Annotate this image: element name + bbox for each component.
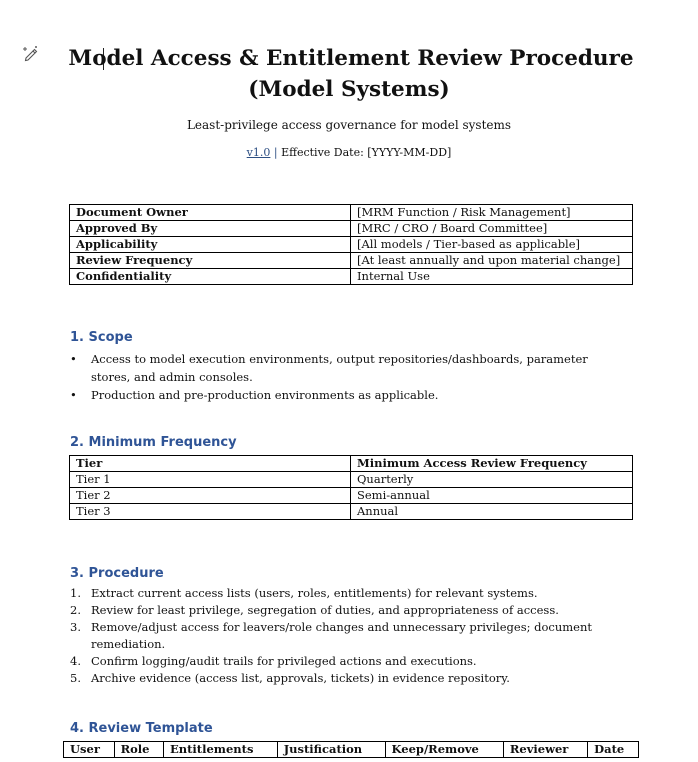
list-item	[70, 653, 630, 670]
bullet-marker: •	[70, 352, 77, 366]
list-item	[70, 585, 630, 602]
table-cell[interactable]: Tier 3	[70, 504, 351, 520]
step-text: Remove/adjust access for leavers/role changes and unnecessary privileges; document remediation.	[91, 620, 593, 651]
table-cell[interactable]: Semi-annual	[351, 488, 633, 504]
metadata-label: Applicability	[70, 237, 351, 253]
table-header-row	[70, 456, 633, 472]
document-metadata-table	[69, 204, 633, 285]
metadata-label: Confidentiality	[70, 269, 351, 285]
step-number: 2.	[70, 603, 81, 617]
section-heading-review-template: 4. Review Template	[70, 721, 213, 736]
step-text: Archive evidence (access list, approvals, tickets) in evidence repository.	[91, 671, 510, 685]
metadata-label: Approved By	[70, 221, 351, 237]
step-text: Confirm logging/audit trails for privileged actions and executions.	[91, 654, 477, 668]
column-header: Reviewer	[503, 742, 587, 758]
metadata-value[interactable]: [At least annually and upon material change]	[351, 253, 633, 269]
table-row	[70, 269, 633, 285]
step-text: Extract current access lists (users, roles, entitlements) for relevant systems.	[91, 586, 538, 600]
table-row	[70, 488, 633, 504]
version-separator: |	[273, 146, 278, 159]
list-item	[70, 670, 630, 687]
column-header: Minimum Access Review Frequency	[351, 456, 633, 472]
column-header: Role	[114, 742, 163, 758]
column-header: Date	[588, 742, 639, 758]
effective-date: Effective Date: [YYYY-MM-DD]	[281, 146, 452, 159]
list-item-text: Production and pre-production environments as applicable.	[91, 388, 439, 402]
step-number: 3.	[70, 620, 81, 634]
list-item	[70, 602, 630, 619]
step-number: 4.	[70, 654, 81, 668]
table-row	[70, 205, 633, 221]
table-row	[70, 221, 633, 237]
section-heading-procedure: 3. Procedure	[70, 566, 164, 581]
column-header: Tier	[70, 456, 351, 472]
table-cell[interactable]: Quarterly	[351, 472, 633, 488]
section-heading-frequency: 2. Minimum Frequency	[70, 435, 237, 450]
version-number: v1.0	[246, 146, 271, 159]
list-item	[70, 619, 630, 653]
document-title-line-2: (Model Systems)	[248, 77, 450, 102]
table-row	[70, 237, 633, 253]
scope-list	[70, 350, 630, 404]
table-header-row	[64, 742, 639, 758]
table-row	[70, 472, 633, 488]
step-number: 1.	[70, 586, 81, 600]
table-cell[interactable]: Tier 2	[70, 488, 351, 504]
table-cell[interactable]: Annual	[351, 504, 633, 520]
section-heading-scope: 1. Scope	[70, 330, 133, 345]
step-number: 5.	[70, 671, 81, 685]
metadata-label: Review Frequency	[70, 253, 351, 269]
column-header: Justification	[277, 742, 385, 758]
document-subtitle: Least-privilege access governance for model systems	[186, 118, 512, 132]
table-row	[70, 504, 633, 520]
table-row	[70, 253, 633, 269]
column-header: User	[64, 742, 115, 758]
metadata-label: Document Owner	[70, 205, 351, 221]
step-text: Review for least privilege, segregation of duties, and appropriateness of access.	[91, 603, 559, 617]
review-template-table	[63, 741, 639, 758]
list-item	[70, 386, 630, 404]
metadata-value[interactable]: [All models / Tier-based as applicable]	[351, 237, 633, 253]
column-header: Entitlements	[163, 742, 277, 758]
table-cell[interactable]: Tier 1	[70, 472, 351, 488]
version-line	[0, 146, 698, 159]
bullet-marker: •	[70, 388, 77, 402]
frequency-table	[69, 455, 633, 520]
document-title-line-1: Model Access & Entitlement Review Procedure	[68, 46, 634, 71]
column-header: Keep/Remove	[385, 742, 503, 758]
metadata-value[interactable]: [MRC / CRO / Board Committee]	[351, 221, 633, 237]
list-item	[70, 350, 630, 386]
metadata-value[interactable]: Internal Use	[351, 269, 633, 285]
list-item-text: Access to model execution environments, output repositories/dashboards, parameter stores, and admin consoles.	[91, 352, 588, 384]
metadata-value[interactable]: [MRM Function / Risk Management]	[351, 205, 633, 221]
procedure-steps-list	[70, 585, 630, 687]
